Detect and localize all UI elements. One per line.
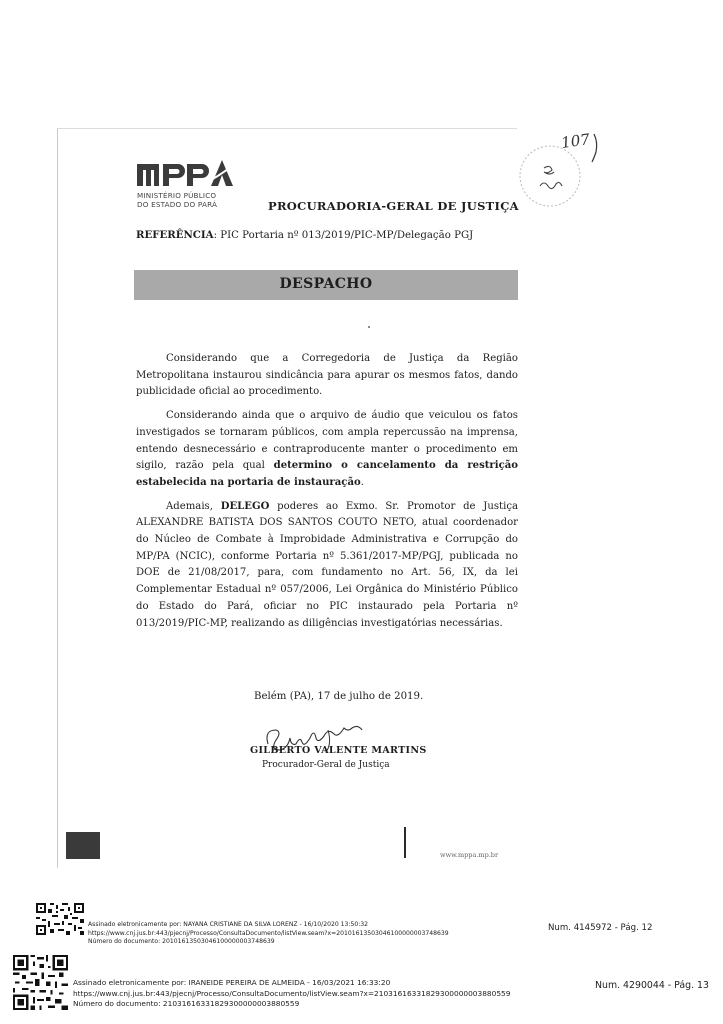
reference-label: REFERÊNCIA <box>136 229 214 241</box>
footer-website: www.mppa.mp.br <box>440 851 499 859</box>
document-body <box>136 351 518 639</box>
mppa-logo-mark <box>137 158 241 188</box>
title-banner <box>134 270 518 300</box>
logo-subtitle <box>137 191 217 209</box>
organization-name: PROCURADORIA-GERAL DE JUSTIÇA <box>268 199 519 213</box>
signature-2-doc-number: Número do documento: 21031616331829300000003880559 <box>73 999 300 1008</box>
signature-2-url[interactable]: https://www.cnj.jus.br:443/pjecnj/Processo/ConsultaDocumento/listView.seam?x=21031616331829300000003880559 <box>73 988 511 998</box>
qr-code-icon <box>13 955 68 1010</box>
signer-name: GILBERTO VALENTE MARTINS <box>250 745 427 756</box>
footer-divider <box>404 827 406 858</box>
date-line: Belém (PA), 17 de julho de 2019. <box>254 691 424 702</box>
signer-role: Procurador-Geral de Justiça <box>262 760 390 770</box>
paragraph-3: Ademais, DELEGO poderes ao Exmo. Sr. Promotor de Justiça ALEXANDRE BATISTA DOS SANTOS COUTO NETO, atual coordenador do Núcleo de Combate à Improbidade Administrativa e Corrupção do MP/PA (NCIC), conforme Portaria nº 5.361/2017-MP/PGJ, publicada no DOE de 21/08/2017, para, com fundamento no Art. 56, IX, da lei Complementar Estadual nº 057/2006, Lei Orgânica do Ministério Público do Estado do Pará, oficiar no PIC instaurado pela Portaria nº 013/2019/PIC-MP, realizando as diligências investigatórias necessárias. <box>136 500 518 629</box>
signature-1-doc-number: Número do documento: 20101613503046100000003748639 <box>88 938 275 946</box>
electronic-signature-2 <box>73 978 510 1010</box>
scan-page-edge <box>57 128 58 868</box>
reference-value: : PIC Portaria nº 013/2019/PIC-MP/Delegação PGJ <box>213 230 474 241</box>
logo-subtitle-line2: DO ESTADO DO PARÁ <box>137 200 218 209</box>
qr-code-icon <box>36 903 84 935</box>
scan-dark-patch <box>66 832 100 859</box>
document-title: DESPACHO <box>279 276 373 292</box>
paragraph-3-emphasis: DELEGO <box>220 500 270 512</box>
page-reference-1: Num. 4145972 - Pág. 12 <box>548 923 653 933</box>
stamp-number: 107 <box>560 130 591 152</box>
paragraph-2-emphasis: determino o cancelamento da restrição estabelecida na portaria de instauração <box>136 460 518 488</box>
scan-speck <box>368 326 370 328</box>
scan-page-top-edge <box>57 128 517 129</box>
electronic-signature-1 <box>88 921 449 947</box>
logo-subtitle-line1: MINISTÉRIO PÚBLICO <box>137 191 217 200</box>
paragraph-1: Considerando que a Corregedoria de Justiça da Região Metropolitana instaurou sindicância para apurar os mesmos fatos, dando publicidade oficial ao procedimento. <box>136 353 518 398</box>
page-number-stamp <box>512 130 610 212</box>
paragraph-2: Considerando ainda que o arquivo de áudio que veiculou os fatos investigados se tornaram públicos, com ampla repercussão na imprensa, entendo desnecessário e contraproducente manter o procedimento em sigilo, razão pela qual determino o cancelamento da restrição estabelecida na portaria de instauração. <box>136 410 518 488</box>
signature-1-url[interactable]: https://www.cnj.jus.br:443/pjecnj/Processo/ConsultaDocumento/listView.seam?x=20101613503046100000003748639 <box>88 929 449 937</box>
page-reference-2: Num. 4290044 - Pág. 13 <box>595 980 709 991</box>
signature-2-signer: Assinado eletronicamente por: IRANEIDE PEREIRA DE ALMEIDA - 16/03/2021 16:33:20 <box>73 978 391 987</box>
reference-line <box>136 229 473 241</box>
signature-1-signer: Assinado eletronicamente por: NAYANA CRISTIANE DA SILVA LORENZ - 16/10/2020 13:50:32 <box>88 921 369 928</box>
mppa-logo <box>137 158 241 218</box>
